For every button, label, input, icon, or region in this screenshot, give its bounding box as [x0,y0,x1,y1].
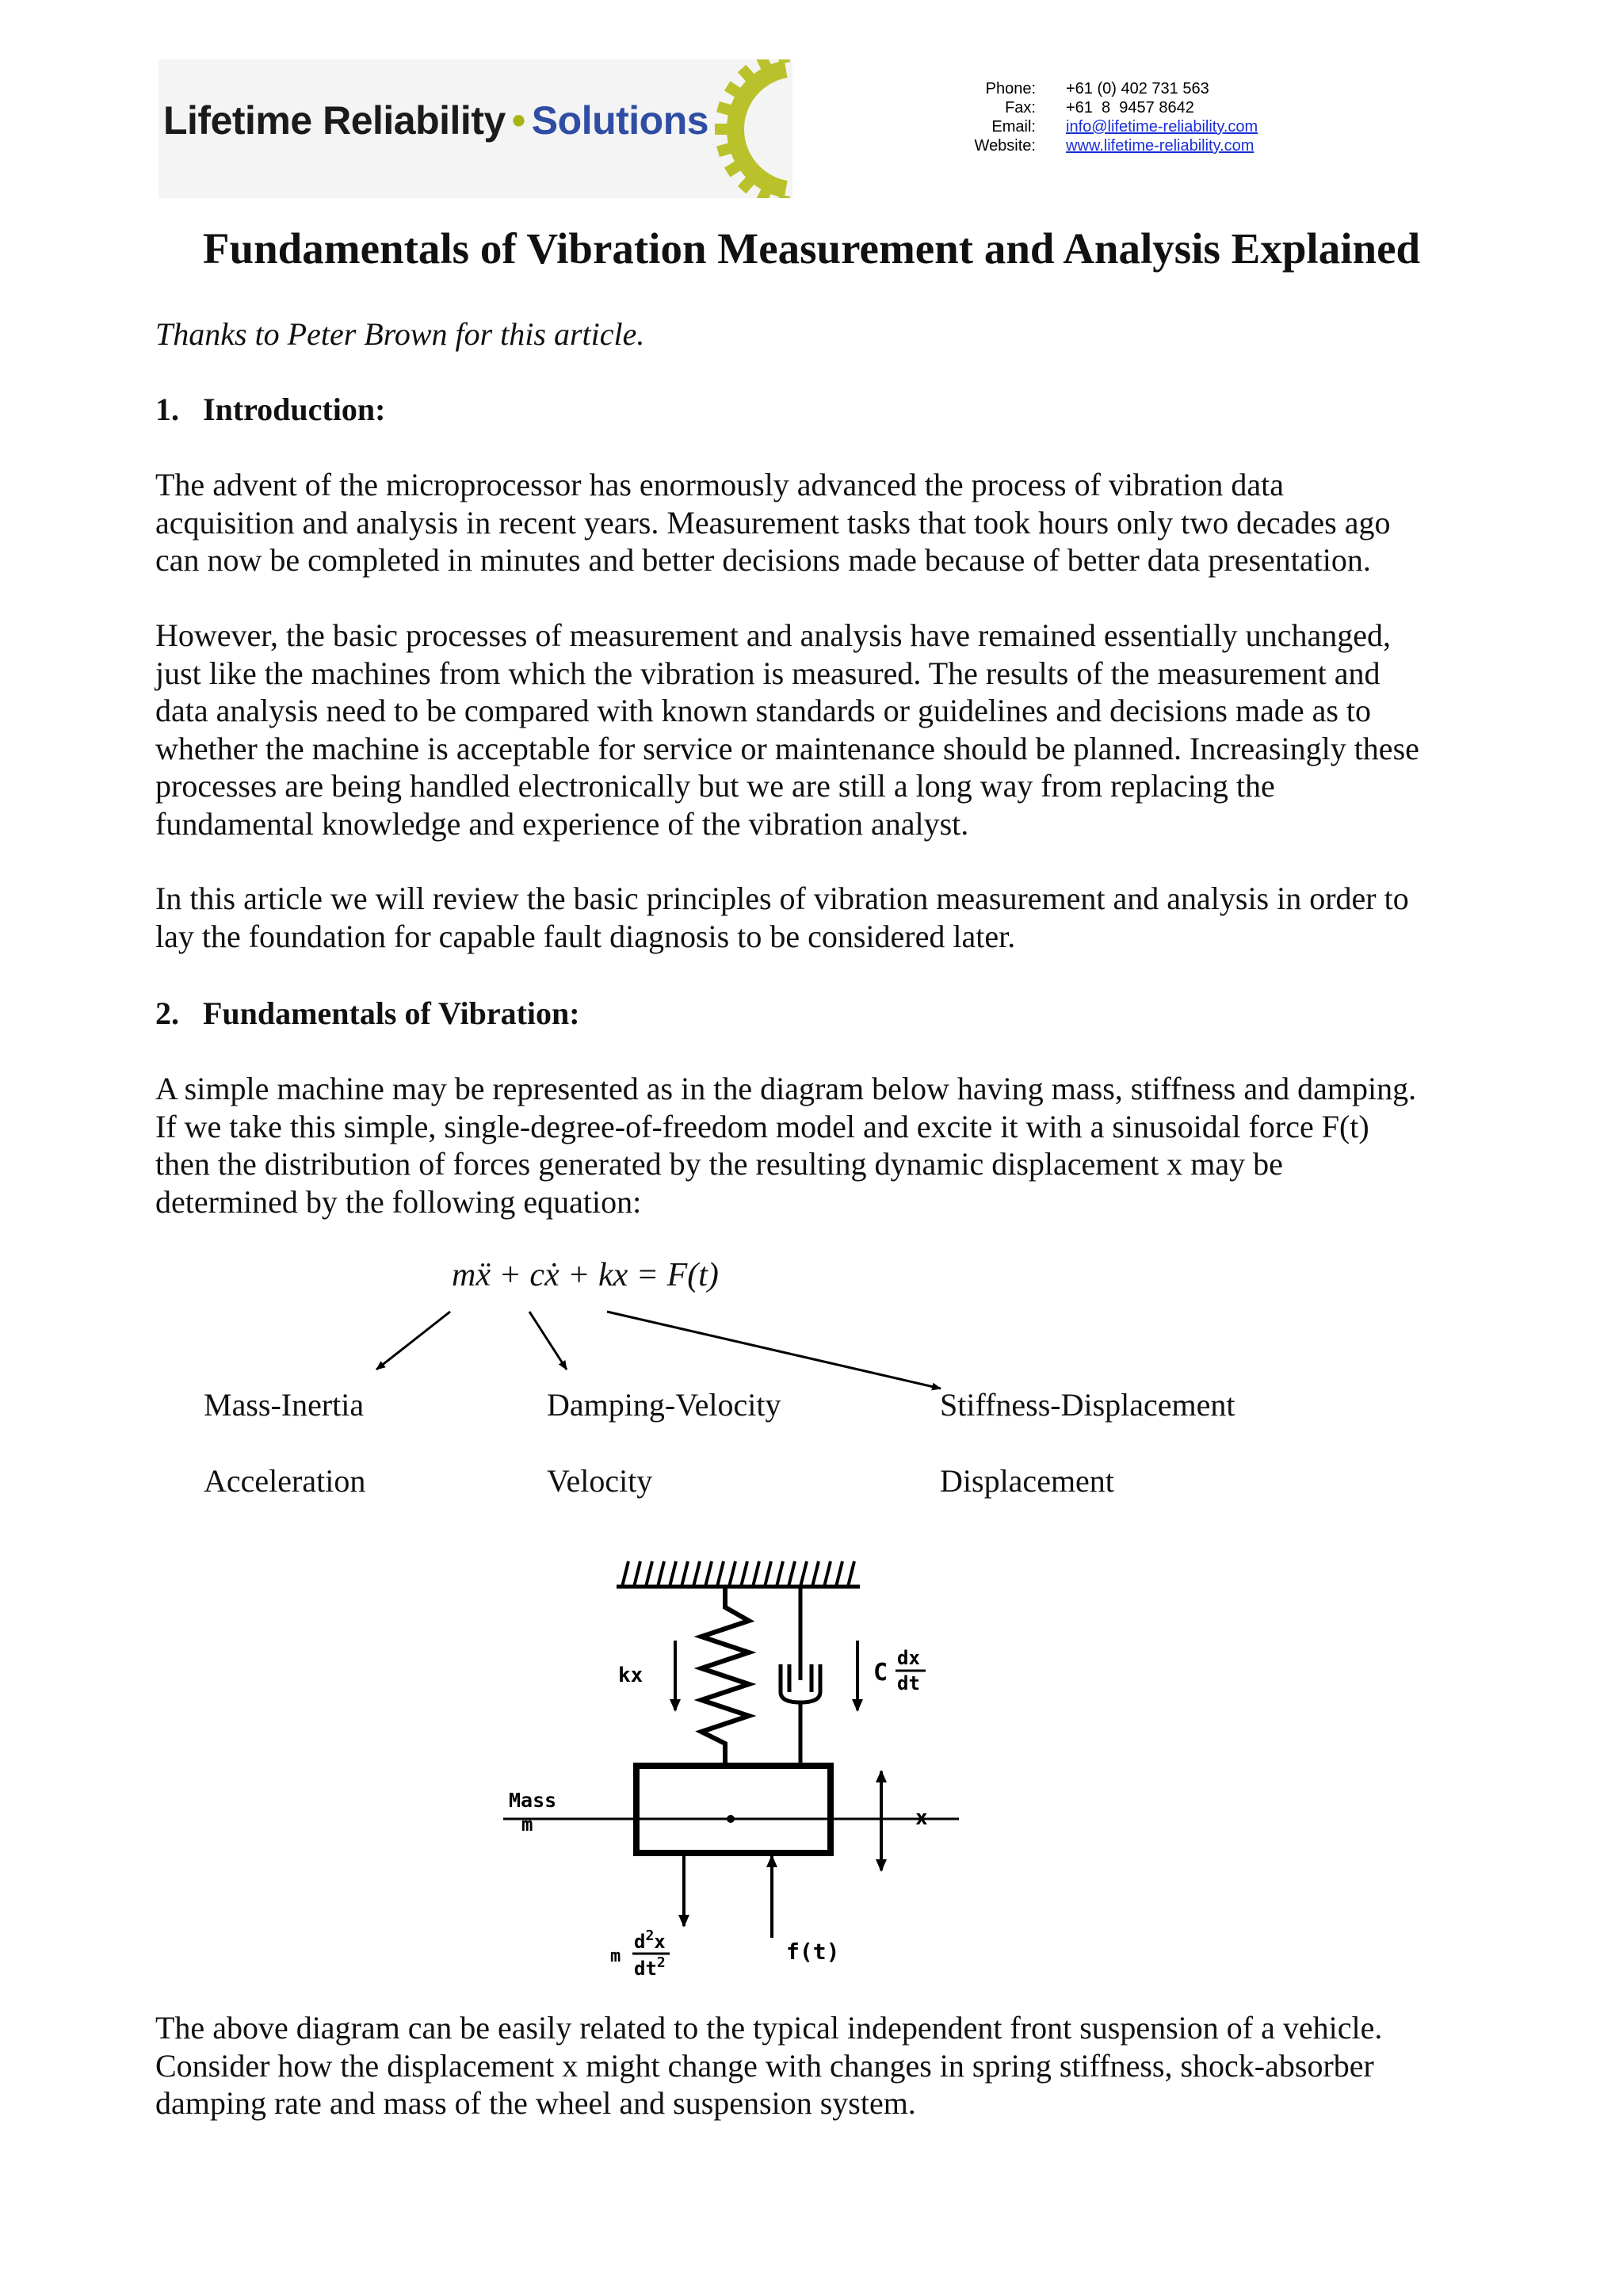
contact-fax-label: Fax: [1005,99,1036,117]
term-mass-inertia: Mass-Inertia [204,1387,365,1423]
contact-phone-value: +61 (0) 402 731 563 [1066,80,1209,97]
text-line: The advent of the microprocessor has enormously advanced the process of vibration data [155,467,1284,502]
quantity-displacement: Displacement [940,1463,1114,1499]
hatch-mark [812,1561,819,1587]
contact-email-link[interactable]: info@lifetime-reliability.com [1066,118,1258,136]
text-line: fundamental knowledge and experience of the vibration analyst. [155,805,969,842]
fixed-support [622,1561,854,1587]
text-line: damping rate and mass of the wheel and suspension system. [155,2085,916,2121]
mass-spring-damper-diagram [491,1545,983,1989]
text-line: data analysis need to be compared with known standards or guidelines and decisions made as to [155,693,1372,728]
closing-paragraph [155,2009,1503,2122]
text-line: Consider how the displacement x might change with changes in spring stiffness, shock-absorber [155,2047,1374,2084]
hatch-mark [693,1561,700,1587]
text-line: can now be completed in minutes and better decisions made because of better data presentation. [155,542,1371,578]
hatch-mark [622,1561,628,1587]
page-title: Fundamentals of Vibration Measurement and Analysis Explained [202,224,1421,273]
hatch-mark [682,1561,688,1587]
hatch-mark [741,1561,747,1587]
hatch-mark [634,1561,640,1587]
quantity-acceleration: Acceleration [204,1463,366,1499]
arrow-to-mass-inertia [376,1312,450,1370]
section-2-title: Fundamentals of Vibration: [203,995,580,1031]
label-x: x [915,1806,928,1830]
contact-fax-value: +61 8 9457 8642 [1066,99,1194,117]
article-credit: Thanks to Peter Brown for this article. [155,316,645,352]
hatch-mark [705,1561,712,1587]
hatch-mark [800,1561,807,1587]
label-forcing: f(t) [786,1939,840,1965]
arrow-to-stiffness-displacement [607,1312,941,1389]
hatch-mark [836,1561,842,1587]
text-line: then the distribution of forces generated by the resulting dynamic displacement x may be [155,1146,1283,1182]
hatch-mark [717,1561,724,1587]
hatch-mark [753,1561,759,1587]
label-damping-num: dx [897,1647,920,1669]
hatch-mark [824,1561,831,1587]
text-line: determined by the following equation: [155,1183,642,1220]
arrow-to-damping-velocity [529,1312,567,1370]
label-inertia-prefix: m [610,1946,621,1966]
equation-of-motion: mẍ + cẋ + kx = F(t) [452,1257,719,1293]
spring [701,1587,749,1766]
hatch-mark [729,1561,735,1587]
text-line: In this article we will review the basic principles of vibration measurement and analysis in order to [155,881,1409,916]
label-mass-symbol: m [521,1813,533,1836]
mass-block [636,1766,831,1853]
text-line: The above diagram can be easily related to the typical independent front suspension of a vehicle. [155,2010,1383,2046]
section-1-number: 1. [155,392,179,427]
term-stiffness-displacement: Stiffness-Displacement [940,1387,1235,1423]
quantity-velocity: Velocity [547,1463,653,1499]
hatch-mark [848,1561,854,1587]
text-line: processes are being handled electronically but we are still a long way from replacing the [155,768,1275,804]
section-1-title: Introduction: [203,392,386,427]
logo-text-accent: Solutions [531,98,709,143]
label-inertia-den: $dt^2$ [634,1954,666,1980]
hatch-mark [670,1561,676,1587]
hatch-mark [646,1561,652,1587]
contact-website-link[interactable]: www.lifetime-reliability.com [1066,137,1254,155]
text-line: acquisition and analysis in recent years. Measurement tasks that took hours only two decades ago [155,504,1391,541]
damper [781,1587,820,1766]
text-line: just like the machines from which the vibration is measured. The results of the measurement and [155,655,1381,691]
text-line: lay the foundation for capable fault diagnosis to be considered later. [155,918,1016,954]
logo-text-main: Lifetime Reliability [163,98,506,143]
label-damping-prefix: C [873,1659,888,1687]
contact-website-label: Website: [974,137,1036,155]
label-mass-word: Mass [509,1789,557,1812]
text-line: If we take this simple, single-degree-of-freedom model and excite it with a sinusoidal force F(t) [155,1108,1369,1144]
section-2-number: 2. [155,995,179,1031]
text-line: However, the basic processes of measurement and analysis have remained essentially unchanged, [155,617,1391,653]
hatch-mark [789,1561,795,1587]
logo-separator: • [511,98,525,143]
label-kx: kx [618,1664,643,1687]
hatch-mark [765,1561,771,1587]
hatch-mark [658,1561,664,1587]
label-inertia-num: $d^2x$ [634,1927,666,1953]
label-damping-den: dt [897,1672,920,1694]
text-line: A simple machine may be represented as in the diagram below having mass, stiffness and damping. [155,1071,1417,1106]
contact-phone-label: Phone: [985,80,1036,97]
mass-centre [727,1815,735,1823]
text-line: whether the machine is acceptable for service or maintenance should be planned. Increasingly these [155,730,1419,766]
hatch-mark [777,1561,783,1587]
contact-email-label: Email: [991,118,1036,136]
term-damping-velocity: Damping-Velocity [547,1387,781,1423]
